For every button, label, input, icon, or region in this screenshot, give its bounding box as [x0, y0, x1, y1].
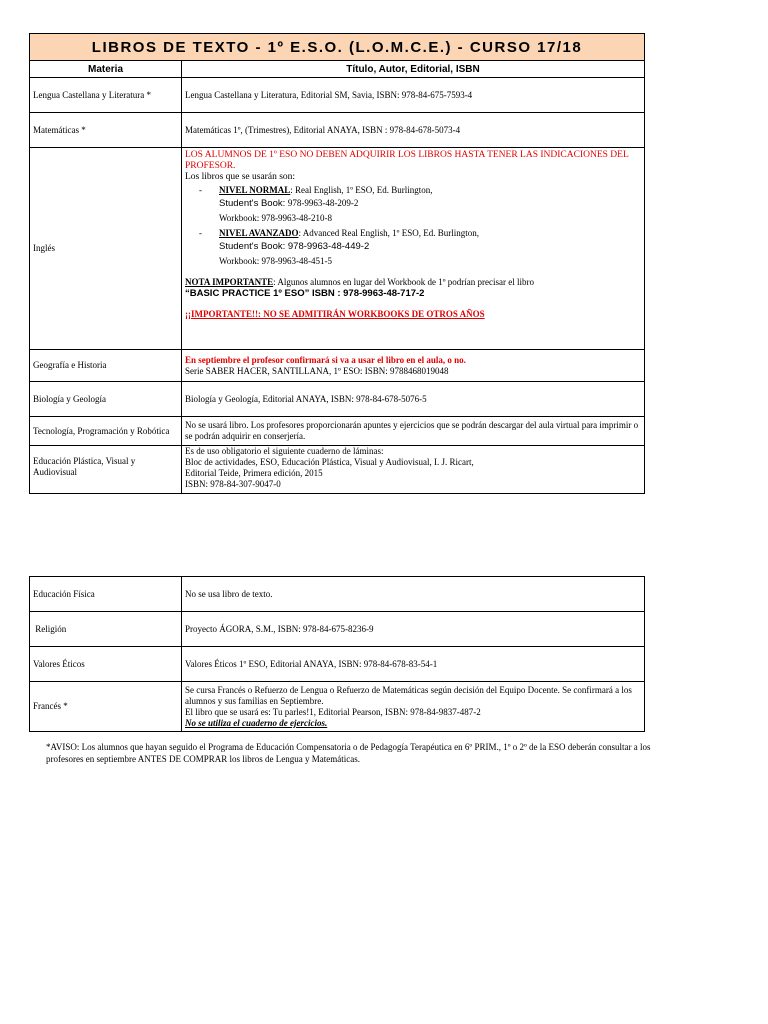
subject-frances: Francés *	[30, 682, 182, 732]
book-frances	[182, 682, 645, 732]
nota-importante-label: NOTA IMPORTANTE	[185, 277, 274, 287]
subject-tecnologia: Tecnología, Programación y Robótica	[30, 417, 182, 446]
plastica-line2: Bloc de actividades, ESO, Educación Plástica, Visual y Audiovisual, I. J. Ricart,	[185, 457, 474, 467]
subject-valores: Valores Éticos	[30, 647, 182, 682]
nivel-normal-label: NIVEL NORMAL	[219, 185, 291, 195]
plastica-line4: ISBN: 978-84-307-9047-0	[185, 479, 281, 489]
frances-line2: El libro que se usará es: Tu parles!1, Editorial Pearson, ISBN: 978-84-9837-487-2	[185, 706, 481, 717]
page-title: LIBROS DE TEXTO - 1º E.S.O. (L.O.M.C.E.) - CURSO 17/18	[30, 34, 645, 61]
row-geografia	[30, 350, 645, 382]
subject-lengua: Lengua Castellana y Literatura *	[30, 78, 182, 113]
nivel-avanzado-text: : Advanced Real English, 1º ESO, Ed. Burlington,	[298, 228, 479, 238]
subject-ingles: Inglés	[30, 148, 182, 350]
plastica-line1: Es de uso obligatorio el siguiente cuaderno de láminas:	[185, 446, 384, 456]
subject-matematicas: Matemáticas *	[30, 113, 182, 148]
frances-line1: Se cursa Francés o Refuerzo de Lengua o Refuerzo de Matemáticas según decisión del Equipo Docente. Se confirmará a los alumnos y sus familias en Septiembre.	[185, 684, 632, 706]
subject-plastica: Educación Plástica, Visual y Audiovisual	[30, 446, 182, 494]
row-tecnologia	[30, 417, 645, 446]
ingles-intro: Los libros que se usarán son:	[185, 172, 296, 182]
book-plastica	[182, 446, 645, 494]
nota-importante-text: : Algunos alumnos en lugar del Workbook de 1º podrían precisar el libro	[273, 277, 534, 287]
row-matematicas	[30, 113, 645, 148]
book-valores: Valores Éticos 1º ESO, Editorial ANAYA, ISBN: 978-84-678-83-54-1	[182, 647, 645, 682]
avanzado-student-book: Student's Book: 978-9963-48-449-2	[219, 241, 370, 252]
normal-student-book-isbn: 978-9963-48-209-2	[287, 198, 359, 208]
row-frances	[30, 682, 645, 732]
row-fisica	[30, 577, 645, 612]
book-religion: Proyecto ÁGORA, S.M., ISBN: 978-84-675-8236-9	[182, 612, 645, 647]
table-header-row	[30, 61, 645, 78]
normal-student-book-label: Student's Book:	[219, 198, 288, 209]
geografia-note: En septiembre el profesor confirmará si va a usar el libro en el aula, o no.	[185, 354, 466, 365]
row-lengua	[30, 78, 645, 113]
subject-religion: Religión	[30, 612, 182, 647]
row-biologia	[30, 382, 645, 417]
textbooks-table-secondary	[29, 576, 645, 732]
book-fisica: No se usa libro de texto.	[182, 577, 645, 612]
row-plastica	[30, 446, 645, 494]
nivel-avanzado-label: NIVEL AVANZADO	[219, 228, 299, 238]
book-biologia: Biología y Geología, Editorial ANAYA, ISBN: 978-84-678-5076-5	[182, 382, 645, 417]
row-religion	[30, 612, 645, 647]
avanzado-workbook: Workbook: 978-9963-48-451-5	[219, 256, 333, 266]
book-tecnologia: No se usará libro. Los profesores proporcionarán apuntes y ejercicios que se podrán descargar del aula virtual para imprimir o se podrán adquirir en conserjería.	[182, 417, 645, 446]
plastica-line3: Editorial Teide, Primera edición, 2015	[185, 468, 323, 478]
list-dash: -	[199, 228, 202, 238]
subject-fisica: Educación Física	[30, 577, 182, 612]
subject-geografia: Geografía e Historia	[30, 350, 182, 382]
nivel-normal-text: : Real English, 1º ESO, Ed. Burlington,	[290, 185, 433, 195]
header-materia: Materia	[30, 61, 182, 78]
book-geografia	[182, 350, 645, 382]
row-valores	[30, 647, 645, 682]
row-ingles	[30, 148, 645, 350]
book-lengua: Lengua Castellana y Literatura, Editorial SM, Savia, ISBN: 978-84-675-7593-4	[182, 78, 645, 113]
textbooks-table-main	[29, 33, 645, 494]
frances-line3: No se utiliza el cuaderno de ejercicios.	[185, 717, 328, 728]
ingles-warning: LOS ALUMNOS DE 1º ESO NO DEBEN ADQUIRIR LOS LIBROS HASTA TENER LAS INDICACIONES DEL PROFESOR.	[185, 150, 629, 171]
book-ingles	[182, 148, 645, 350]
basic-practice-book: “BASIC PRACTICE 1º ESO” ISBN : 978-9963-48-717-2	[185, 288, 425, 299]
geografia-book: Serie SABER HACER, SANTILLANA, 1º ESO: ISBN: 9788468019048	[185, 365, 449, 376]
importante-workbooks: ¡¡IMPORTANTE!!: NO SE ADMITIRÁN WORKBOOKS DE OTROS AÑOS	[185, 309, 485, 319]
aviso-note: *AVISO: Los alumnos que hayan seguido el Programa de Educación Compensatoria o de Pedagogía Terapéutica en 6º PRIM., 1º o 2º de la ESO deberán consultar a los profesores en septiembre ANTES DE COMPRAR los libros de Lengua y Matemáticas.	[46, 742, 651, 764]
normal-workbook: Workbook: 978-9963-48-210-8	[219, 213, 333, 223]
subject-biologia: Biología y Geología	[30, 382, 182, 417]
header-titulo: Título, Autor, Editorial, ISBN	[182, 61, 645, 78]
book-matematicas: Matemáticas 1º, (Trimestres), Editorial ANAYA, ISBN : 978-84-678-5073-4	[182, 113, 645, 148]
list-dash: -	[199, 185, 202, 195]
